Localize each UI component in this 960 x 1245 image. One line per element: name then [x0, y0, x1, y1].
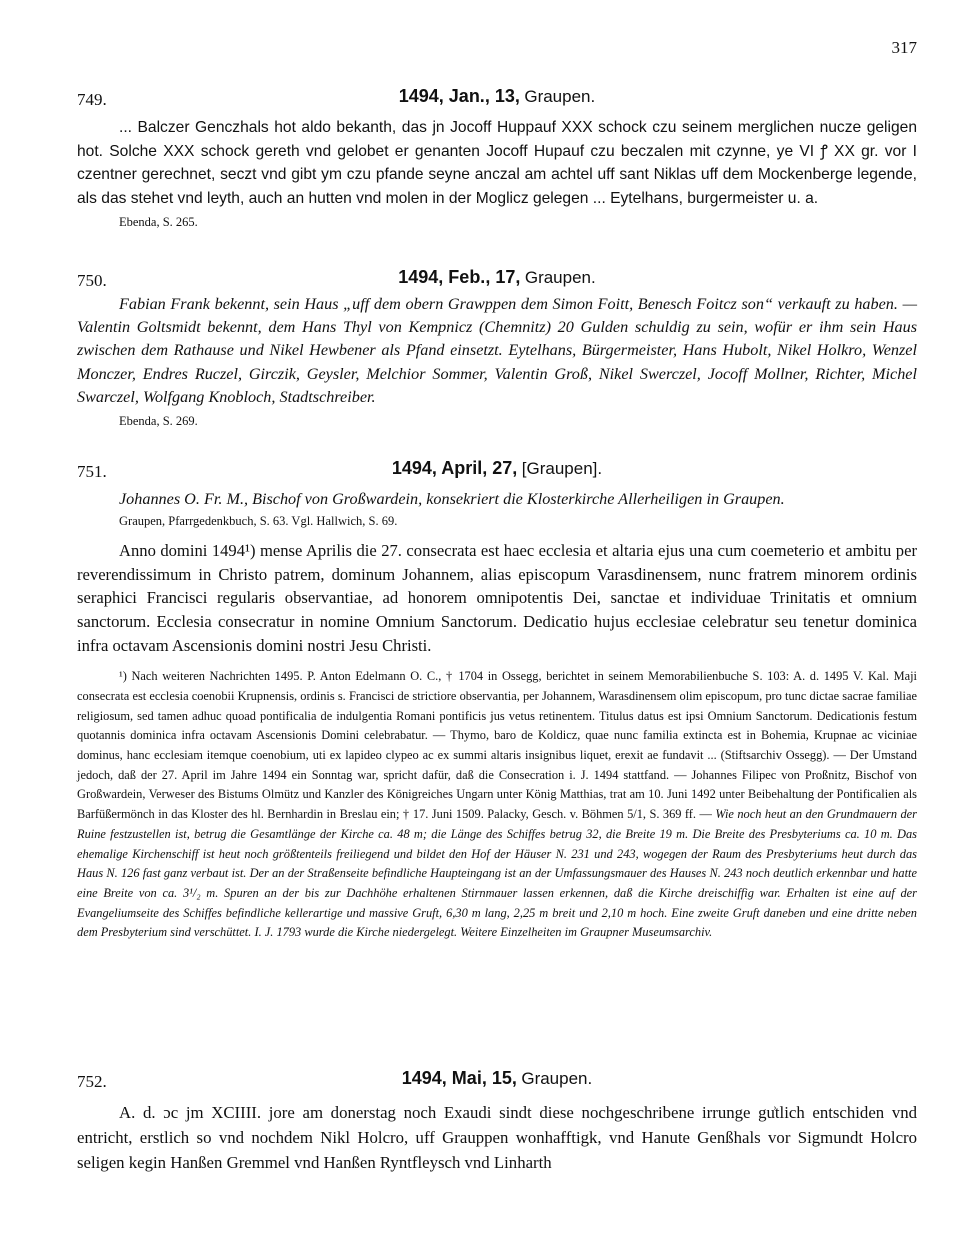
entry-number: 749.: [77, 90, 107, 109]
entry-text: A. d. ɔc jm XCIIII. jore am donerstag noch Exaudi sindt diese nochgeschribene irrunge gu͗tlich entschiden vnd entricht, erstlich so vnd nochdem Nikl Holcro, uff Grauppen wonhafftigk, vnd Hanute Genßhals vor Sigmundt Holcro seligen kegin Hanßen Gremmel vnd Hanßen Ryntfleysch vnd Linharth: [77, 1103, 917, 1172]
entry-source: Ebenda, S. 269.: [119, 414, 198, 429]
entry-heading: [77, 1068, 917, 1096]
entry-751: [77, 458, 917, 943]
entry-text: Fabian Frank bekennt, sein Haus „uff dem obern Grawppen dem Simon Foitt, Benesch Foitcz son“ verkauft zu haben. — Valentin Goltsmidt bekennt, dem Hans Thyl von Kempnicz (Chemnitz) 20 Gulden schuldig zu sein, wofür er ihm sein Haus zwischen dem Rathause und Nikel Hewbener als Pfand einsetzt. Eytelhans, Bürgermeister, Hans Hubolt, Nikel Holkro, Wenzel Monczer, Endres Ruczel, Girczik, Geysler, Melchior Sommer, Valentin Groß, Nikel Swerczel, Jocoff Mollner, Richter, Michel Swarczel, Wolfgang Knobloch, Stadtschreiber.: [77, 295, 917, 406]
footnote-part-a: ¹) Nach weiteren Nachrichten 1495. P. Anton Edelmann O. C., † 1704 in Ossegg, berichtet in seinem Memorabilienbuche S. 103: A. d. 1495 V. Kal. Maji consecrata est ecclesia coenobii Krupnensis, ordinis s. Francisci de strictiore observantia, per Johannem, Warasdinensem olim episcopum, pro tunc dictae sacrae familiae religiosum, sed tamen adhuc quoad pontificalia de indulgentia Romani pontificis jus vetus retinentem. Titulus datus est ipsi Omnium Sanctorum. Dedicationis festum quotannis dominica infra octavam Ascensionis Domini celebrabatur. — Thymo, baro de Koldicz, quae nunc familia extincta est in Bohemia, Krupnae ac viciniae dominus, hanc ecclesiam itemque coenobium, uti ex lapideo clypeo ac ex summi altaris insignibus liquet, erexit ae fundavit ... (Stiftsarchiv Ossegg). — Der Umstand jedoch, daß der 27. April im Jahre 1494 ein Sonntag war, spricht dafür, daß die Consecration i. J. 1494 stattfand. — Johannes Filipec von Proßnitz, Bischof von Großwardein, Verweser des Bistums Olmütz und Kanzler des Königreiches Ungarn unter König Matthias, trat am 10. Juni 1492 unter Beibehaltung der Pontificalien als Barfüßermönch in das Kloster des hl. Bernhardin in Breslau ein; † 17. Juni 1509. Palacky, Gesch. v. Böhmen 5/1, S. 369 ff. —: [77, 669, 917, 822]
entry-750: [77, 267, 917, 429]
entry-text: Johannes O. Fr. M., Bischof von Großwardein, konsekriert die Klosterkirche Allerheiligen in Graupen.: [119, 490, 785, 508]
entry-date: 1494, Feb., 17,: [398, 267, 521, 287]
entry-title: [77, 86, 917, 107]
entry-text: ... Balczer Genczhals hot aldo bekanth, das jn Jocoff Huppauf XXX schock czu seinem merglichen nucze geligen hot. Solche XXX schock gereth vnd gelobet er genanten Jocoff Hupauf czu beczalen mit czynne, ye VI ꝭ XX gr. vor I czentner gerechnet, seczt vnd gibt ym czu pfande seyne anczal am achtel uff sant Niklas uff dem Mockenberge legende, als das stehet vnd leyth, auch an hutten vnd molen in der Moglicz gelegen ... Eytelhans, burgermeister u. a.: [77, 119, 917, 207]
entry-place: [Graupen].: [521, 459, 603, 478]
entry-place: Graupen.: [521, 1069, 593, 1088]
entry-title: [77, 458, 917, 479]
entry-date: 1494, April, 27,: [391, 458, 518, 478]
entry-heading: [77, 458, 917, 486]
entry-source: Graupen, Pfarrgedenkbuch, S. 63. Vgl. Hallwich, S. 69.: [119, 514, 398, 529]
entry-place: Graupen.: [524, 87, 596, 106]
entry-source: Ebenda, S. 265.: [119, 215, 198, 229]
entry-number: 752.: [77, 1072, 107, 1091]
entry-place: Graupen.: [524, 268, 596, 287]
entry-date: 1494, Mai, 15,: [401, 1068, 517, 1088]
entry-title: [77, 267, 917, 288]
entry-title: [77, 1068, 917, 1089]
entry-749: [77, 86, 917, 230]
page-number: 317: [891, 38, 917, 57]
entry-752: [77, 1068, 917, 1175]
footnote-part-b: Wie noch heut an den Grundmauern der Ruine festzustellen ist, betrug die Gesamtlänge der Kirche ca. 48 m; die Länge des Schiffes betrug 32, die Breite 19 m. Die Breite des Presbyteriums ca. 10 m. Das ehemalige Kirchenschiff ist heut noch größtenteils freiliegend und bildet den Hof der Häuser N. 231 und 243, wogegen der Raum des Presbyteriums heut durch das Haus N. 126 fast ganz verbaut ist. Der an der Straßenseite befindliche Haupteingang ist an der Umfassungsmauer des Hauses N. 243 noch deutlich erkennbar und hatte eine Breite von ca. 3¹/₂ m. Spuren an der bis zur Dachhöhe erhaltenen Stirnmauer lassen erkennen, daß die Kirche dreischiffig war. Erhalten ist eine auf der Evangeliumseite des Schiffes befindliche kellerartige und massive Gruft, 6,30 m lang, 2,25 m breit und 2,10 m hoch. Eine zweite Gruft daneben und eine dritte neben dem Presbyterium sind verschüttet. I. J. 1793 wurde die Kirche niedergelegt. Weitere Einzelheiten im Graupner Museumsarchiv.: [77, 807, 918, 940]
entry-heading: [77, 267, 917, 295]
footnote: [77, 667, 917, 943]
entry-date: 1494, Jan., 13,: [398, 86, 520, 106]
entry-number: 751.: [77, 462, 107, 481]
latin-text: Anno domini 1494¹) mense Aprilis die 27. consecrata est haec ecclesia et altaria ejus una cum coemeterio et ambitu per reverendissimum in Christo patrem, dominum Johannem, alias episcopum Varasdinensem, nunc fratrem minorem ordinis seraphici Francisci regularis observantiae, ad honorem omnipotentis Dei, sanctae et individuae Trinitatis et omnium sanctorum. Ecclesia consecratur in nomine Omnium Sanctorum. Dedicatio hujus ecclesiae celebratur seu tenetur dominica infra octavam Ascensionis domini nostri Jesu Christi.: [77, 541, 917, 655]
entry-heading: [77, 86, 917, 114]
entry-number: 750.: [77, 271, 107, 290]
